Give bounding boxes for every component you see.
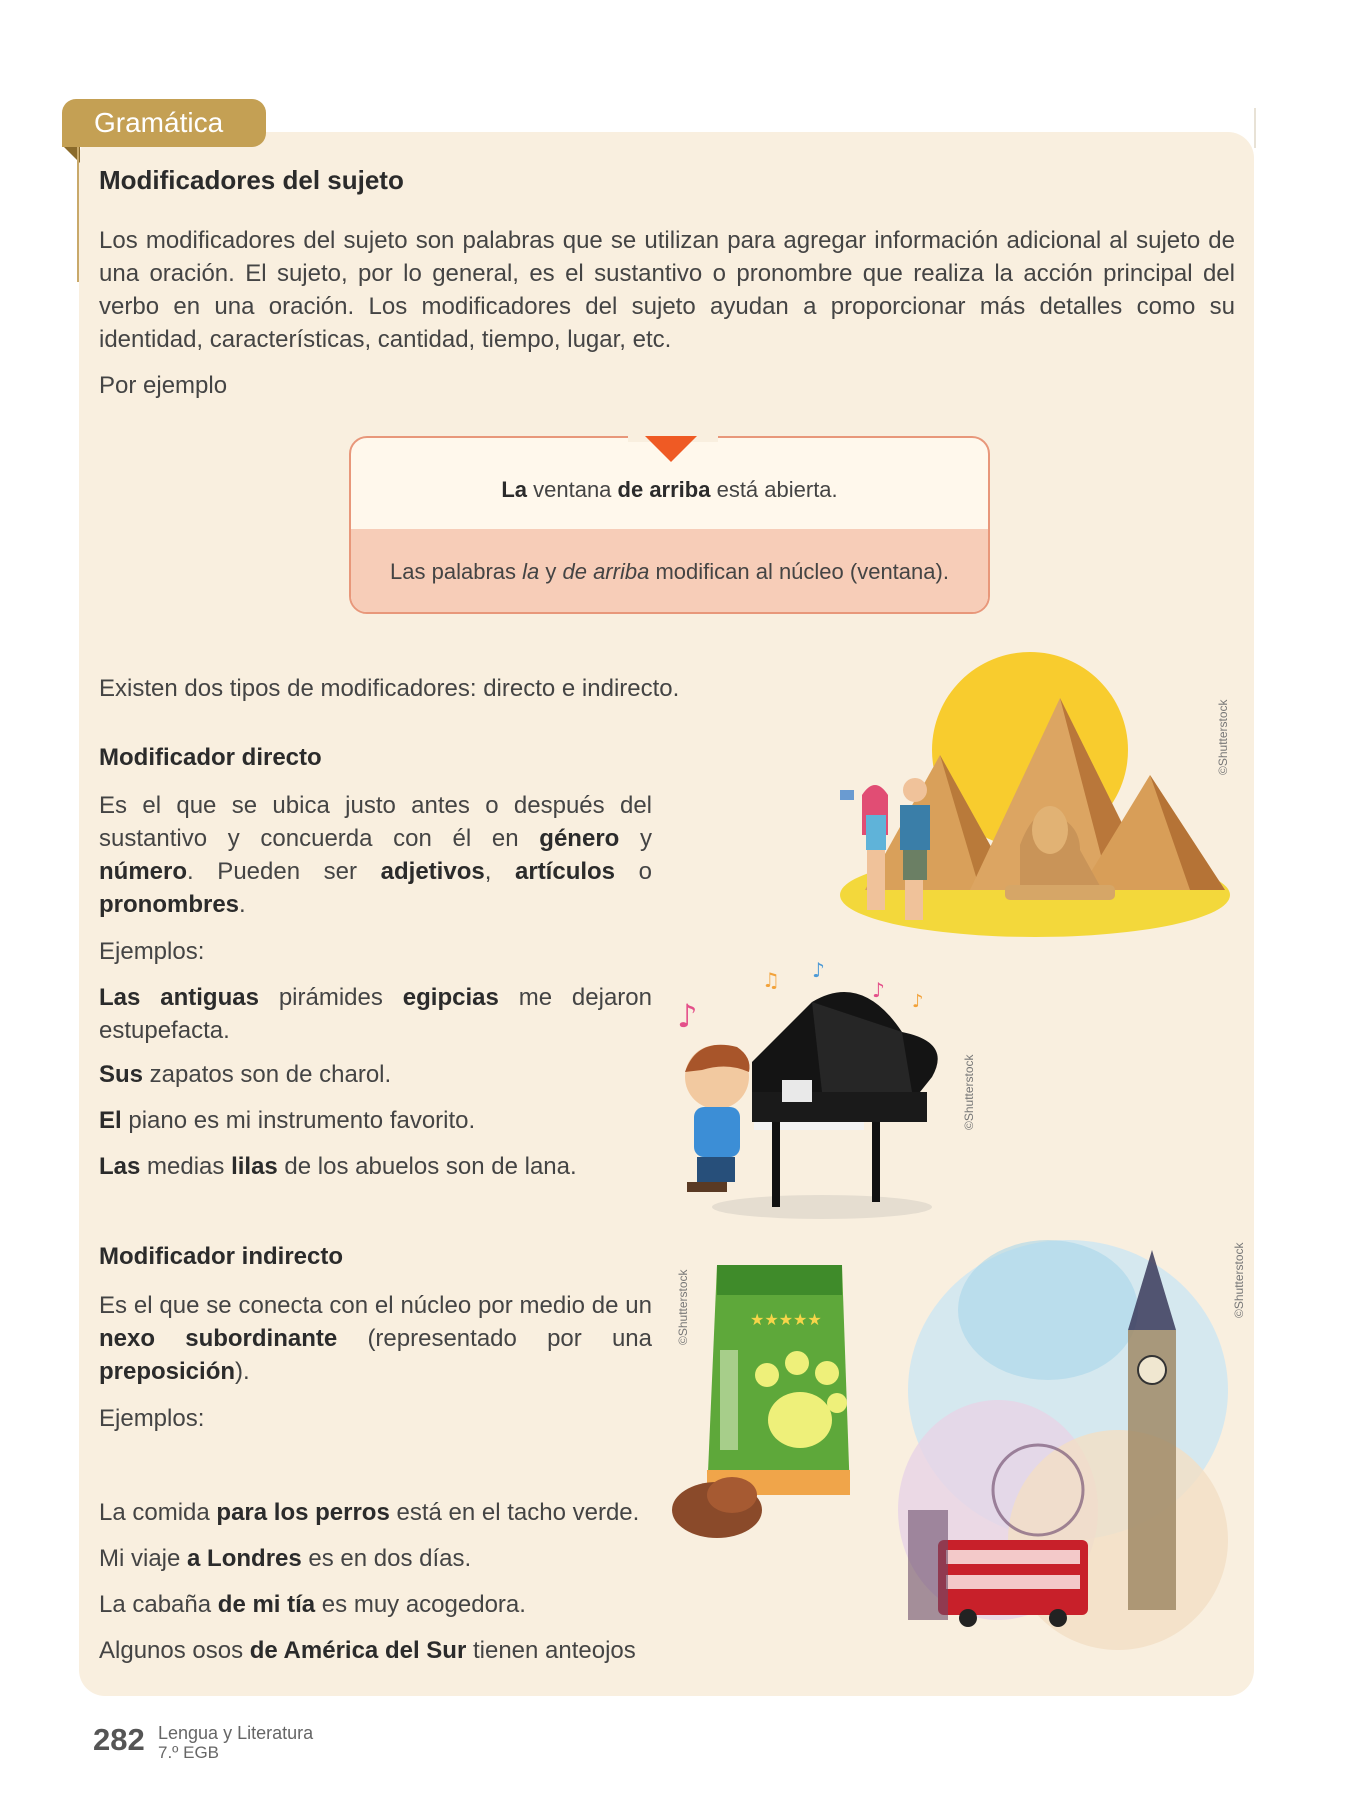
- piano-boy-illustration: [672, 958, 952, 1222]
- direct-examples-label: Ejemplos:: [99, 938, 205, 965]
- example-explanation: [351, 529, 988, 614]
- modifier-phrase: de arriba: [617, 476, 711, 502]
- indirect-examples-label: Ejemplos:: [99, 1405, 205, 1432]
- image-credit: ©Shutterstock: [676, 1269, 690, 1345]
- svg-text:♪: ♪: [912, 991, 924, 1012]
- svg-text:♪: ♪: [812, 958, 825, 982]
- explanation-text: Las palabras: [390, 558, 523, 584]
- types-text: Existen dos tipos de modificadores: directo e indirecto.: [99, 675, 680, 702]
- image-credit: ©Shutterstock: [1232, 1242, 1246, 1318]
- nucleus-word: ventana: [527, 476, 618, 502]
- section-tab: Gramática: [62, 99, 266, 147]
- london-illustration: [908, 1210, 1238, 1660]
- example-box: [349, 436, 990, 614]
- footer-grade: 7.º EGB: [158, 1743, 220, 1762]
- indirect-example-4: Algunos osos de América del Sur tienen anteojos: [99, 1637, 636, 1664]
- image-credit: ©Shutterstock: [962, 1054, 976, 1130]
- intro-paragraph: Los modificadores del sujeto son palabras que se utilizan para agregar información adicional al sujeto de una oración. El sujeto, por lo general, es el sustantivo o pronombre que realiza la acción principal del verbo en una oración. Los modificadores del sujeto ayudan a proporcionar más detalles como su identidad, características, cantidad, tiempo, lugar, etc.: [99, 227, 1235, 353]
- dog-food-illustration: [672, 1255, 872, 1545]
- image-credit: ©Shutterstock: [1216, 699, 1230, 775]
- direct-example-3: El piano es mi instrumento favorito.: [99, 1107, 476, 1134]
- explanation-text: y: [539, 558, 563, 584]
- indirect-definition: Es el que se conecta con el núcleo por medio de un nexo subordinante (representado por una preposición).: [99, 1292, 652, 1385]
- footer-subject: Lengua y Literatura: [158, 1723, 314, 1743]
- page-number: 282: [93, 1722, 145, 1757]
- indirect-example-2: Mi viaje a Londres es en dos días.: [99, 1545, 472, 1572]
- direct-example-2: Sus zapatos son de charol.: [99, 1061, 392, 1088]
- indirect-heading: Modificador indirecto: [99, 1243, 344, 1270]
- explanation-text: modifican al núcleo (ventana).: [649, 558, 949, 584]
- explanation-italic: la: [522, 558, 540, 584]
- modifier-word: La: [501, 476, 528, 502]
- page-heading: Modificadores del sujeto: [99, 165, 404, 195]
- explanation-italic: de arriba: [562, 558, 650, 584]
- indirect-example-3: La cabaña de mi tía es muy acogedora.: [99, 1591, 526, 1618]
- direct-example-1: Las antiguas pirámides egipcias me dejaron estupefacta.: [99, 984, 652, 1044]
- direct-definition: Es el que se ubica justo antes o después del sustantivo y concuerda con él en género y número. Pueden ser adjetivos, artículos o pronombres.: [99, 792, 653, 918]
- svg-text:★★★★★: ★★★★★: [750, 1310, 822, 1329]
- svg-text:♪: ♪: [872, 978, 885, 1002]
- direct-heading: Modificador directo: [99, 744, 322, 771]
- indirect-example-1: La comida para los perros está en el tacho verde.: [99, 1499, 640, 1526]
- pyramids-illustration: [840, 640, 1240, 950]
- down-arrow-icon: [645, 436, 697, 462]
- svg-text:♫: ♫: [762, 968, 780, 992]
- tab-rule: [77, 147, 79, 282]
- sentence-rest: está abierta.: [710, 476, 838, 502]
- example-intro: Por ejemplo: [99, 372, 228, 399]
- svg-text:♪: ♪: [677, 997, 698, 1035]
- direct-example-4: Las medias lilas de los abuelos son de lana.: [99, 1153, 577, 1180]
- panel-edge-line: [1254, 108, 1256, 148]
